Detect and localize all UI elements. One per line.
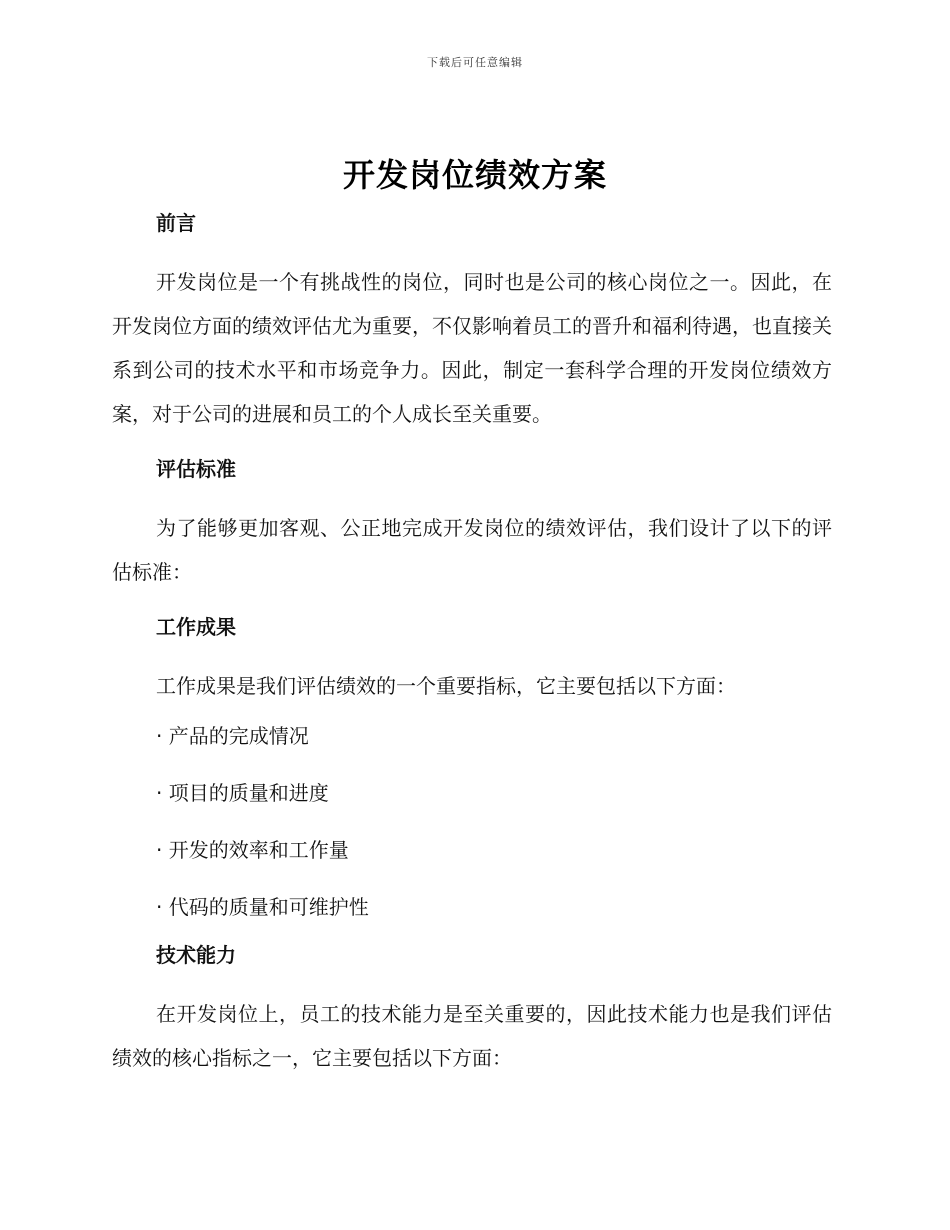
- paragraph-intro: 开发岗位是一个有挑战性的岗位，同时也是公司的核心岗位之一。因此，在开发岗位方面的绩效评估尤为重要，不仅影响着员工的晋升和福利待遇，也直接关系到公司的技术水平和市场竞争力。因此，制定一套科学合理的开发岗位绩效方案，对于公司的进展和员工的个人成长至关重要。: [112, 270, 832, 426]
- header-note: 下载后可任意编辑: [427, 56, 523, 69]
- document-body: [112, 204, 832, 1080]
- section-heading-intro: 前言: [156, 211, 196, 235]
- list-item: · 开发的效率和工作量: [156, 838, 349, 862]
- list-item: · 产品的完成情况: [156, 724, 309, 748]
- document-title: 开发岗位绩效方案: [342, 156, 607, 194]
- section-heading-results: 工作成果: [156, 615, 236, 639]
- paragraph-tech: 在开发岗位上，员工的技术能力是至关重要的，因此技术能力也是我们评估绩效的核心指标之一，它主要包括以下方面：: [112, 1002, 832, 1070]
- section-heading-tech: 技术能力: [156, 943, 236, 967]
- paragraph-criteria: 为了能够更加客观、公正地完成开发岗位的绩效评估，我们设计了以下的评估标准：: [112, 516, 832, 584]
- section-heading-criteria: 评估标准: [156, 457, 236, 481]
- paragraph-results: 工作成果是我们评估绩效的一个重要指标，它主要包括以下方面：: [156, 674, 736, 698]
- list-item: · 代码的质量和可维护性: [156, 895, 369, 919]
- list-item: · 项目的质量和进度: [156, 781, 329, 805]
